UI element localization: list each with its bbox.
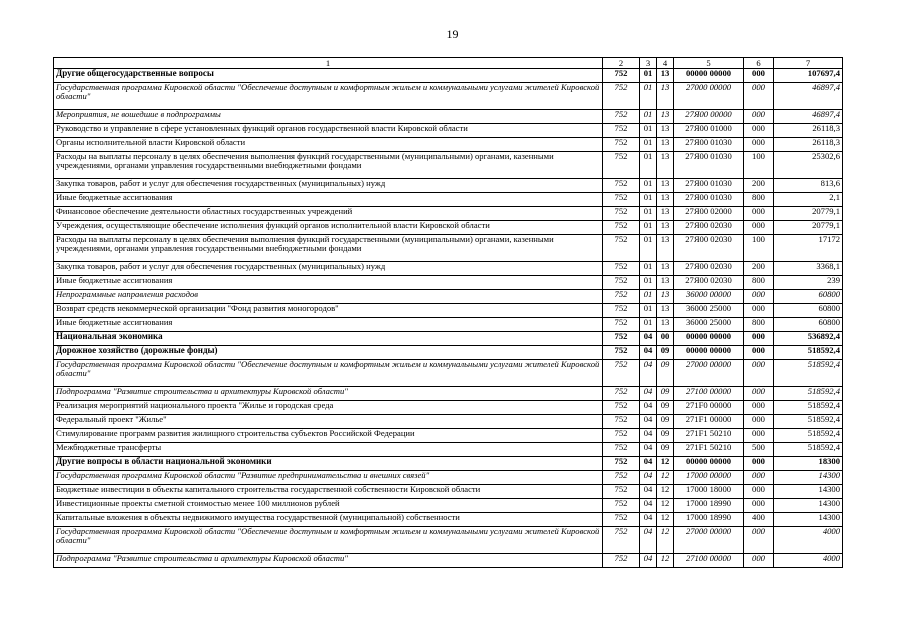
row-code-cell: 752 [603, 235, 640, 262]
row-code-cell: 752 [603, 485, 640, 499]
row-section-cell: 01 [640, 152, 657, 179]
column-header: 4 [657, 58, 674, 69]
row-target-article-cell: 17000 18000 [674, 485, 744, 499]
table-row [54, 262, 843, 276]
row-expense-type-cell: 800 [744, 318, 774, 332]
row-name-cell: Другие общегосударственные вопросы [54, 69, 603, 83]
table-row [54, 554, 843, 568]
row-code-cell: 752 [603, 69, 640, 83]
row-target-article-cell: 271F0 00000 [674, 401, 744, 415]
row-subsection-cell: 13 [657, 262, 674, 276]
row-section-cell: 04 [640, 527, 657, 554]
row-target-article-cell: 27Я00 01000 [674, 124, 744, 138]
row-section-cell: 01 [640, 124, 657, 138]
row-section-cell: 01 [640, 221, 657, 235]
row-subsection-cell: 13 [657, 235, 674, 262]
row-amount-cell: 26118,3 [774, 138, 843, 152]
row-code-cell: 752 [603, 415, 640, 429]
row-target-article-cell: 27Я00 02000 [674, 207, 744, 221]
row-amount-cell: 20779,1 [774, 221, 843, 235]
table-row [54, 471, 843, 485]
row-expense-type-cell: 000 [744, 304, 774, 318]
table-row [54, 193, 843, 207]
row-amount-cell: 25302,6 [774, 152, 843, 179]
row-amount-cell: 107697,4 [774, 69, 843, 83]
column-header: 5 [674, 58, 744, 69]
table-row [54, 457, 843, 471]
row-section-cell: 04 [640, 429, 657, 443]
row-subsection-cell: 13 [657, 318, 674, 332]
table-row [54, 346, 843, 360]
row-name-cell: Непрограммные направления расходов [54, 290, 603, 304]
row-name-cell: Государственная программа Кировской области "Обеспечение доступным и комфортным жильем и коммунальными услугами жителей Кировской области" [54, 527, 603, 554]
row-amount-cell: 518592,4 [774, 443, 843, 457]
row-code-cell: 752 [603, 110, 640, 124]
table-row [54, 387, 843, 401]
row-target-article-cell: 27Я00 02030 [674, 276, 744, 290]
row-subsection-cell: 13 [657, 110, 674, 124]
row-section-cell: 01 [640, 138, 657, 152]
row-section-cell: 04 [640, 471, 657, 485]
row-code-cell: 752 [603, 83, 640, 110]
row-amount-cell: 14300 [774, 471, 843, 485]
row-name-cell: Органы исполнительной власти Кировской области [54, 138, 603, 152]
row-code-cell: 752 [603, 276, 640, 290]
table-row [54, 415, 843, 429]
table-row [54, 443, 843, 457]
row-subsection-cell: 13 [657, 221, 674, 235]
row-section-cell: 01 [640, 318, 657, 332]
row-subsection-cell: 13 [657, 276, 674, 290]
row-expense-type-cell: 000 [744, 527, 774, 554]
row-target-article-cell: 27000 00000 [674, 83, 744, 110]
row-section-cell: 01 [640, 262, 657, 276]
row-amount-cell: 518592,4 [774, 360, 843, 387]
table-row [54, 499, 843, 513]
row-target-article-cell: 17000 00000 [674, 471, 744, 485]
row-target-article-cell: 27Я00 01030 [674, 152, 744, 179]
row-subsection-cell: 12 [657, 485, 674, 499]
row-expense-type-cell: 000 [744, 124, 774, 138]
row-section-cell: 01 [640, 193, 657, 207]
row-section-cell: 01 [640, 304, 657, 318]
row-subsection-cell: 09 [657, 346, 674, 360]
row-amount-cell: 17172 [774, 235, 843, 262]
row-code-cell: 752 [603, 332, 640, 346]
row-name-cell: Бюджетные инвестиции в объекты капитального строительства государственной собственности Кировской области [54, 485, 603, 499]
row-code-cell: 752 [603, 290, 640, 304]
row-section-cell: 04 [640, 513, 657, 527]
row-subsection-cell: 12 [657, 457, 674, 471]
row-code-cell: 752 [603, 443, 640, 457]
row-target-article-cell: 00000 00000 [674, 346, 744, 360]
row-subsection-cell: 12 [657, 499, 674, 513]
row-subsection-cell: 13 [657, 304, 674, 318]
row-amount-cell: 239 [774, 276, 843, 290]
row-expense-type-cell: 000 [744, 429, 774, 443]
row-target-article-cell: 36000 25000 [674, 318, 744, 332]
row-expense-type-cell: 000 [744, 346, 774, 360]
row-amount-cell: 813,6 [774, 179, 843, 193]
row-target-article-cell: 27100 00000 [674, 387, 744, 401]
row-code-cell: 752 [603, 262, 640, 276]
row-expense-type-cell: 000 [744, 110, 774, 124]
row-name-cell: Иные бюджетные ассигнования [54, 193, 603, 207]
row-code-cell: 752 [603, 124, 640, 138]
row-section-cell: 01 [640, 179, 657, 193]
row-name-cell: Расходы на выплаты персоналу в целях обеспечения выполнения функций государственными (муниципальными) органами, казенными учреждениями, органами управления государственными внебюджетными фондами [54, 235, 603, 262]
row-subsection-cell: 09 [657, 443, 674, 457]
row-subsection-cell: 09 [657, 401, 674, 415]
row-subsection-cell: 12 [657, 471, 674, 485]
row-name-cell: Реализация мероприятий национального проекта "Жилье и городская среда [54, 401, 603, 415]
column-header: 1 [54, 58, 603, 69]
row-target-article-cell: 36000 25000 [674, 304, 744, 318]
row-section-cell: 01 [640, 290, 657, 304]
row-target-article-cell: 27000 00000 [674, 360, 744, 387]
table-row [54, 83, 843, 110]
row-target-article-cell: 271F1 00000 [674, 415, 744, 429]
row-code-cell: 752 [603, 471, 640, 485]
table-row [54, 138, 843, 152]
row-amount-cell: 4000 [774, 554, 843, 568]
row-expense-type-cell: 000 [744, 499, 774, 513]
row-section-cell: 04 [640, 360, 657, 387]
row-subsection-cell: 13 [657, 290, 674, 304]
row-subsection-cell: 13 [657, 152, 674, 179]
row-name-cell: Мероприятия, не вошедшие в подпрограммы [54, 110, 603, 124]
row-target-article-cell: 27Я00 01030 [674, 193, 744, 207]
row-subsection-cell: 13 [657, 179, 674, 193]
row-amount-cell: 46897,4 [774, 110, 843, 124]
table-row [54, 318, 843, 332]
row-name-cell: Межбюджетные трансферты [54, 443, 603, 457]
table-header-row [54, 58, 843, 69]
row-subsection-cell: 12 [657, 513, 674, 527]
row-section-cell: 01 [640, 235, 657, 262]
row-code-cell: 752 [603, 221, 640, 235]
row-name-cell: Инвестиционные проекты сметной стоимостью менее 100 миллионов рублей [54, 499, 603, 513]
row-target-article-cell: 00000 00000 [674, 457, 744, 471]
row-name-cell: Возврат средств некоммерческой организации "Фонд развития моногородов" [54, 304, 603, 318]
row-section-cell: 04 [640, 415, 657, 429]
row-expense-type-cell: 000 [744, 415, 774, 429]
row-expense-type-cell: 000 [744, 360, 774, 387]
row-subsection-cell: 09 [657, 387, 674, 401]
table-row [54, 152, 843, 179]
row-target-article-cell: 271F1 50210 [674, 429, 744, 443]
row-code-cell: 752 [603, 513, 640, 527]
row-amount-cell: 46897,4 [774, 83, 843, 110]
row-subsection-cell: 13 [657, 69, 674, 83]
row-subsection-cell: 00 [657, 332, 674, 346]
column-header: 6 [744, 58, 774, 69]
row-expense-type-cell: 000 [744, 332, 774, 346]
row-amount-cell: 14300 [774, 485, 843, 499]
row-target-article-cell: 27100 00000 [674, 554, 744, 568]
row-section-cell: 04 [640, 332, 657, 346]
row-amount-cell: 26118,3 [774, 124, 843, 138]
table-row [54, 69, 843, 83]
row-target-article-cell: 36000 00000 [674, 290, 744, 304]
row-expense-type-cell: 000 [744, 69, 774, 83]
table-row [54, 527, 843, 554]
row-amount-cell: 518592,4 [774, 346, 843, 360]
page-number: 19 [446, 27, 459, 41]
column-header: 3 [640, 58, 657, 69]
row-name-cell: Иные бюджетные ассигнования [54, 276, 603, 290]
row-amount-cell: 60800 [774, 304, 843, 318]
row-section-cell: 01 [640, 69, 657, 83]
table-row [54, 221, 843, 235]
row-code-cell: 752 [603, 527, 640, 554]
row-name-cell: Руководство и управление в сфере установленных функций органов государственной власти Кировской области [54, 124, 603, 138]
row-subsection-cell: 13 [657, 193, 674, 207]
row-target-article-cell: 27Я00 02030 [674, 262, 744, 276]
row-target-article-cell: 271F1 50210 [674, 443, 744, 457]
row-name-cell: Подпрограмма "Развитие строительства и архитектуры Кировской области" [54, 554, 603, 568]
row-name-cell: Капитальные вложения в объекты недвижимого имущества государственной (муниципальной) собственности [54, 513, 603, 527]
table-row [54, 485, 843, 499]
row-name-cell: Иные бюджетные ассигнования [54, 318, 603, 332]
row-code-cell: 752 [603, 179, 640, 193]
row-subsection-cell: 13 [657, 207, 674, 221]
table-row [54, 110, 843, 124]
row-section-cell: 04 [640, 401, 657, 415]
row-target-article-cell: 00000 00000 [674, 332, 744, 346]
row-amount-cell: 518592,4 [774, 387, 843, 401]
row-code-cell: 752 [603, 318, 640, 332]
table-body [54, 69, 843, 568]
row-amount-cell: 518592,4 [774, 429, 843, 443]
row-amount-cell: 20779,1 [774, 207, 843, 221]
row-target-article-cell: 17000 18990 [674, 499, 744, 513]
row-amount-cell: 60800 [774, 318, 843, 332]
row-name-cell: Государственная программа Кировской области "Развитие предпринимательства и внешних связей" [54, 471, 603, 485]
row-section-cell: 01 [640, 276, 657, 290]
row-target-article-cell: 27Я00 01030 [674, 138, 744, 152]
row-section-cell: 04 [640, 457, 657, 471]
row-target-article-cell: 27Я00 02030 [674, 221, 744, 235]
row-code-cell: 752 [603, 346, 640, 360]
row-subsection-cell: 13 [657, 124, 674, 138]
row-expense-type-cell: 800 [744, 276, 774, 290]
row-amount-cell: 518592,4 [774, 401, 843, 415]
row-amount-cell: 4000 [774, 527, 843, 554]
row-code-cell: 752 [603, 457, 640, 471]
row-section-cell: 04 [640, 485, 657, 499]
row-section-cell: 04 [640, 499, 657, 513]
row-expense-type-cell: 000 [744, 457, 774, 471]
row-code-cell: 752 [603, 429, 640, 443]
row-target-article-cell: 27Я00 01030 [674, 179, 744, 193]
row-name-cell: Дорожное хозяйство (дорожные фонды) [54, 346, 603, 360]
row-target-article-cell: 00000 00000 [674, 69, 744, 83]
row-code-cell: 752 [603, 387, 640, 401]
table-row [54, 207, 843, 221]
row-amount-cell: 518592,4 [774, 415, 843, 429]
row-expense-type-cell: 000 [744, 485, 774, 499]
row-subsection-cell: 12 [657, 527, 674, 554]
row-target-article-cell: 17000 18990 [674, 513, 744, 527]
column-header: 2 [603, 58, 640, 69]
row-amount-cell: 2,1 [774, 193, 843, 207]
row-expense-type-cell: 000 [744, 471, 774, 485]
row-name-cell: Подпрограмма "Развитие строительства и архитектуры Кировской области" [54, 387, 603, 401]
row-code-cell: 752 [603, 207, 640, 221]
row-code-cell: 752 [603, 193, 640, 207]
table-row [54, 360, 843, 387]
row-expense-type-cell: 000 [744, 290, 774, 304]
column-header: 7 [774, 58, 843, 69]
table-row [54, 235, 843, 262]
row-name-cell: Расходы на выплаты персоналу в целях обеспечения выполнения функций государственными (муниципальными) органами, казенными учреждениями, органами управления государственными внебюджетными фондами [54, 152, 603, 179]
row-expense-type-cell: 000 [744, 221, 774, 235]
row-expense-type-cell: 500 [744, 443, 774, 457]
row-amount-cell: 60800 [774, 290, 843, 304]
row-code-cell: 752 [603, 554, 640, 568]
row-expense-type-cell: 100 [744, 152, 774, 179]
row-target-article-cell: 27Я00 00000 [674, 110, 744, 124]
table-row [54, 124, 843, 138]
table-row [54, 429, 843, 443]
budget-table [53, 57, 843, 568]
row-name-cell: Национальная экономика [54, 332, 603, 346]
row-name-cell: Государственная программа Кировской области "Обеспечение доступным и комфортным жильем и коммунальными услугами жителей Кировской области" [54, 360, 603, 387]
row-amount-cell: 18300 [774, 457, 843, 471]
row-expense-type-cell: 400 [744, 513, 774, 527]
row-subsection-cell: 13 [657, 83, 674, 110]
row-amount-cell: 14300 [774, 499, 843, 513]
row-section-cell: 01 [640, 110, 657, 124]
table-row [54, 179, 843, 193]
table-row [54, 401, 843, 415]
table-row [54, 304, 843, 318]
row-name-cell: Другие вопросы в области национальной экономики [54, 457, 603, 471]
row-section-cell: 01 [640, 83, 657, 110]
row-section-cell: 04 [640, 443, 657, 457]
row-section-cell: 04 [640, 387, 657, 401]
row-expense-type-cell: 800 [744, 193, 774, 207]
row-code-cell: 752 [603, 360, 640, 387]
row-code-cell: 752 [603, 138, 640, 152]
row-expense-type-cell: 000 [744, 83, 774, 110]
row-section-cell: 04 [640, 346, 657, 360]
row-subsection-cell: 09 [657, 429, 674, 443]
row-expense-type-cell: 000 [744, 387, 774, 401]
row-expense-type-cell: 200 [744, 179, 774, 193]
row-subsection-cell: 09 [657, 360, 674, 387]
row-name-cell: Стимулирование программ развития жилищного строительства субъектов Российской Федерации [54, 429, 603, 443]
row-name-cell: Федеральный проект "Жилье" [54, 415, 603, 429]
table-row [54, 290, 843, 304]
row-expense-type-cell: 200 [744, 262, 774, 276]
table-row [54, 332, 843, 346]
row-expense-type-cell: 000 [744, 401, 774, 415]
row-expense-type-cell: 000 [744, 207, 774, 221]
row-amount-cell: 14300 [774, 513, 843, 527]
row-code-cell: 752 [603, 401, 640, 415]
row-expense-type-cell: 000 [744, 554, 774, 568]
row-subsection-cell: 09 [657, 415, 674, 429]
table-row [54, 513, 843, 527]
row-target-article-cell: 27000 00000 [674, 527, 744, 554]
row-name-cell: Закупка товаров, работ и услуг для обеспечения государственных (муниципальных) нужд [54, 262, 603, 276]
row-code-cell: 752 [603, 304, 640, 318]
table-row [54, 276, 843, 290]
row-code-cell: 752 [603, 499, 640, 513]
row-name-cell: Учреждения, осуществляющие обеспечение исполнения функций органов исполнительной власти Кировской области [54, 221, 603, 235]
row-name-cell: Финансовое обеспечение деятельности областных государственных учреждений [54, 207, 603, 221]
row-name-cell: Закупка товаров, работ и услуг для обеспечения государственных (муниципальных) нужд [54, 179, 603, 193]
row-name-cell: Государственная программа Кировской области "Обеспечение доступным и комфортным жильем и коммунальными услугами жителей Кировской области" [54, 83, 603, 110]
row-amount-cell: 536892,4 [774, 332, 843, 346]
row-section-cell: 04 [640, 554, 657, 568]
row-expense-type-cell: 000 [744, 138, 774, 152]
row-expense-type-cell: 100 [744, 235, 774, 262]
row-code-cell: 752 [603, 152, 640, 179]
row-subsection-cell: 12 [657, 554, 674, 568]
row-subsection-cell: 13 [657, 138, 674, 152]
row-target-article-cell: 27Я00 02030 [674, 235, 744, 262]
row-amount-cell: 3368,1 [774, 262, 843, 276]
row-section-cell: 01 [640, 207, 657, 221]
